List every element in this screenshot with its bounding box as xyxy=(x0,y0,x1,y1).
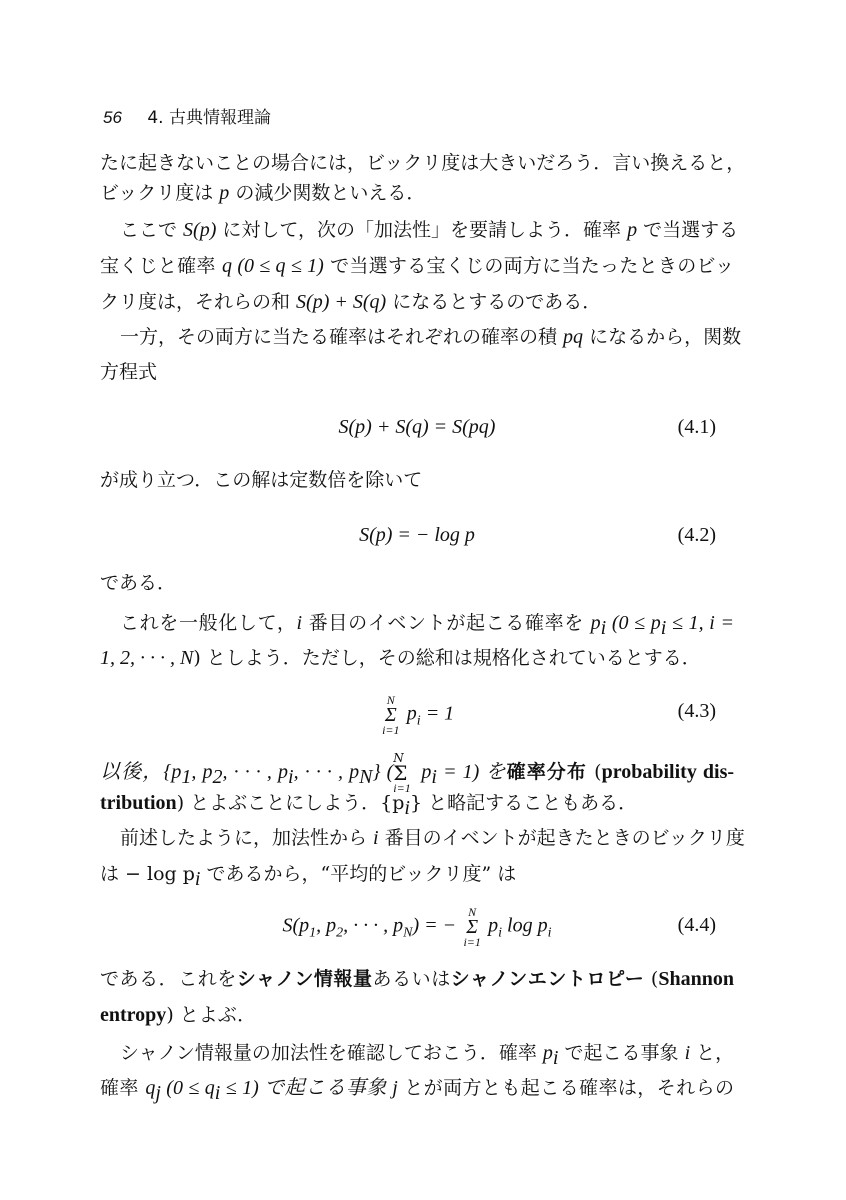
text: になるとするのである． xyxy=(386,291,602,313)
math-var: i xyxy=(296,612,303,634)
text: 方程式 xyxy=(100,361,158,383)
text-line: 確率 $q_j$ $(0 \le q_i \le 1)$ で起こる事象 j とが両方とも起こる確率は，それらの xyxy=(100,1077,735,1104)
text: これを一般化して， xyxy=(120,612,297,634)
text-line xyxy=(100,289,734,315)
text: になるから，関数 xyxy=(583,326,742,348)
text-line xyxy=(120,825,745,851)
text-line xyxy=(120,217,739,243)
text-line xyxy=(100,180,734,206)
text: とが両方とも起こる確率は，それらの xyxy=(397,1077,735,1099)
summation-symbol: N Σ i=1 xyxy=(393,751,411,795)
equation-body: S(p) = − log p xyxy=(359,524,475,546)
text-line: 以後，{$p_1$, $p_2$, · · · , $p_i$, · · · , $p_N$} ( N Σ i=1 $p_i = 1$) を確率分布 (probability dis- xyxy=(100,751,735,795)
text-line: tribution) とよぶことにしよう．$\{p_i\}$ と略記することもある． xyxy=(100,792,638,819)
text: で起こる事象 xyxy=(558,1042,685,1064)
equation-body: S(p) + S(q) = S(pq) xyxy=(338,416,496,438)
text: と， xyxy=(690,1042,735,1064)
math-sub: i xyxy=(416,713,421,729)
math-sub: i xyxy=(600,616,607,639)
bold-term: シャノン情報量 xyxy=(236,968,373,990)
math-var: p xyxy=(219,182,230,204)
math-var: j xyxy=(392,1077,398,1099)
text-line: は − $\log p_i$ であるから，“平均的ビックリ度” は xyxy=(100,863,517,890)
text: シャノン情報量の加法性を確認しておこう．確率 xyxy=(120,1042,543,1064)
text: であるから，“平均的ビックリ度” は xyxy=(200,863,517,885)
text-line xyxy=(100,966,734,992)
equation-4-3 xyxy=(100,688,734,736)
bold-term: 確率分布 xyxy=(506,761,588,783)
math: 1, 2, · · · , xyxy=(100,647,180,669)
math-var: p xyxy=(627,219,638,241)
math: q (0 ≤ q ≤ 1) xyxy=(222,255,324,277)
summation-symbol: N Σ i=1 xyxy=(463,905,481,949)
math-var: p xyxy=(542,1042,553,1064)
text-line xyxy=(100,1002,734,1028)
equation-body xyxy=(100,694,734,736)
text: で当選する宝くじの両方に当たったときのビッ xyxy=(323,255,735,277)
text-line xyxy=(100,467,734,493)
math-var: p xyxy=(406,702,417,725)
text: たに起きないことの場合には，ビックリ度は大きいだろう．言い換えると， xyxy=(100,152,746,174)
text: 宝くじと確率 xyxy=(100,255,223,277)
text-line xyxy=(120,610,735,639)
text-line xyxy=(100,359,734,385)
text-line xyxy=(120,324,742,350)
math-sub: i xyxy=(660,616,667,639)
text: ) とよぶ． xyxy=(166,1004,257,1026)
bold-term: entropy xyxy=(100,1004,167,1026)
equation-number: (4.3) xyxy=(677,700,716,722)
chapter-title: 4. 古典情報理論 xyxy=(147,108,271,128)
math-var: p xyxy=(590,612,601,634)
text: が成り立つ．この解は定数倍を除いて xyxy=(100,469,423,491)
equation-4-1 xyxy=(100,410,734,450)
equation-number: (4.4) xyxy=(677,914,716,936)
text: の減少関数といえる． xyxy=(229,182,426,204)
text: に対して，次の「加法性」を要請しよう．確率 xyxy=(216,219,628,241)
math: S(p) xyxy=(183,219,217,241)
equation-4-4 xyxy=(100,902,734,952)
text-line: シャノン情報量の加法性を確認しておこう．確率 $p_i$ で起こる事象 i と， xyxy=(120,1042,735,1069)
text: である．これを xyxy=(100,968,237,990)
text: は − log p xyxy=(100,863,195,885)
text: あるいは xyxy=(372,968,451,990)
math: S(p) + S(q) xyxy=(296,291,387,313)
math-var: q xyxy=(145,1077,156,1099)
text: ) とよぶことにしよう．{p xyxy=(176,792,405,814)
summation-symbol: N Σ i=1 xyxy=(382,693,400,737)
bold-term: シャノンエントロピー xyxy=(450,968,645,990)
bold-term: probability dis- xyxy=(601,761,735,783)
text-line xyxy=(100,645,734,671)
text: で当選する xyxy=(637,219,739,241)
math: 以後，{p xyxy=(100,761,182,783)
bold-term: tribution xyxy=(100,792,177,814)
math: pq xyxy=(563,326,584,348)
equation-number: (4.2) xyxy=(677,524,716,546)
math-var: i xyxy=(373,827,379,849)
equation-number: (4.1) xyxy=(677,416,716,438)
text-line xyxy=(100,570,734,596)
text: 前述したように，加法性から xyxy=(120,827,374,849)
math-var: N xyxy=(180,647,194,669)
page-number: 56 xyxy=(103,108,122,127)
text-line xyxy=(100,150,746,176)
bold-term: Shannon xyxy=(658,968,734,990)
text: 確率 xyxy=(100,1077,146,1099)
text: 番目のイベントが起きたときのビックリ度 xyxy=(378,827,745,849)
text: である． xyxy=(100,572,177,594)
text: 一方，その両方に当たる確率はそれぞれの確率の積 xyxy=(120,326,564,348)
text: クリ度は，それらの和 xyxy=(100,291,297,313)
math: (0 ≤ p xyxy=(606,612,661,634)
text-line xyxy=(100,253,734,279)
running-header xyxy=(103,103,271,128)
text: ここで xyxy=(120,219,184,241)
text: } と略記することもある． xyxy=(409,792,638,814)
equation-4-2 xyxy=(100,518,734,558)
math: = 1 xyxy=(420,702,455,725)
math: ≤ 1, i = xyxy=(666,612,735,634)
text: ) としよう．ただし，その総和は規格化されているとする． xyxy=(193,647,701,669)
text: ( xyxy=(644,968,659,990)
equation-body: $S(p_1$, $p_2$, · · · , $p_N$) = − N Σ i=1 $p_i$ $\log p_i$ xyxy=(282,905,552,949)
math-var: i xyxy=(684,1042,691,1064)
text: 番目のイベントが起こる確率を xyxy=(302,612,591,634)
text: ビックリ度は xyxy=(100,182,220,204)
